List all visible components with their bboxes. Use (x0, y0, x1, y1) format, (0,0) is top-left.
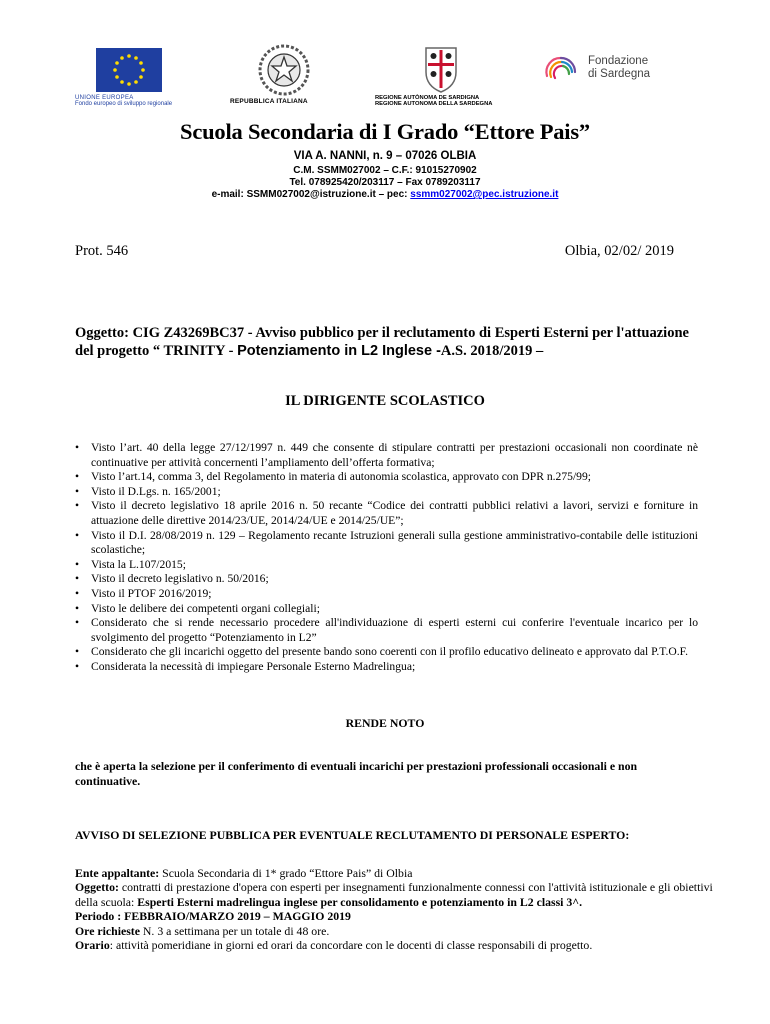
ore-row (75, 924, 715, 938)
list-item: • Visto l’art.14, comma 3, del Regolamento in materia di autonomia scolastica, approvato con DPR n.275/99; (75, 470, 698, 485)
oggetto-value: contratti di prestazione d'opera con esperti per insegnamenti funzionalmente connessi con l'attività istituzionale e gli obiettivi della scuola: (75, 880, 713, 909)
sardegna-region-logo (418, 42, 464, 94)
details-block (75, 866, 715, 952)
school-title: Scuola Secondaria di I Grado “Ettore Pais” (180, 119, 590, 144)
eu-flag-logo (96, 48, 162, 92)
eu-caption: UNIONE EUROPEA (75, 95, 134, 101)
dirigente-heading: IL DIRIGENTE SCOLASTICO (285, 393, 485, 409)
list-item: • Visto il D.I. 28/08/2019 n. 129 – Regolamento recante Istruzioni generali sulla gestione amministrativo-contabile delle istituzioni scolastiche; (75, 529, 698, 558)
ente-label: Ente appaltante: (75, 866, 160, 880)
sardegna-caption-italian: REGIONE AUTONOMA DELLA SARDEGNA (375, 101, 493, 107)
premesse-list (75, 441, 698, 675)
ente-row (75, 866, 715, 880)
periodo-row (75, 909, 715, 923)
ente-value: Scuola Secondaria di 1* grado “Ettore Pais” di Olbia (159, 866, 413, 880)
oggetto-label: Oggetto: (75, 880, 119, 895)
rende-noto-heading: RENDE NOTO (345, 716, 425, 730)
selection-open-statement: che è aperta la selezione per il conferimento di eventuali incarichi per prestazioni professionali occasionali e non continuative. (75, 759, 638, 788)
ore-label: Ore richieste (75, 923, 140, 938)
subject-part1: Oggetto: CIG Z43269BC37 - Avviso pubblico per il reclutamento di Esperti Esterni per l'attuazione del progetto “ TRINITY - (75, 325, 689, 359)
list-item: • Vista la L.107/2015; (75, 558, 698, 573)
oggetto-row (75, 880, 715, 909)
subject-part3: A.S. 2018/2019 – (440, 343, 544, 359)
school-email-line (0, 189, 770, 200)
sardegna-shield-icon (418, 42, 464, 94)
school-phone: Tel. 078925420/203117 – Fax 0789203117 (289, 177, 481, 188)
list-item: • Visto il decreto legislativo 18 aprile 2016 n. 50 recante “Codice dei contratti pubblici relativi a lavori, servizi e forniture in attuazione delle direttive 2014/23/UE, 2014/24/UE e 2014/25/UE”; (75, 499, 698, 528)
subject-line (75, 324, 705, 360)
list-item: • Considerata la necessità di impiegare Personale Esterno Madrelingua; (75, 660, 698, 675)
protocol-number: Prot. 546 (75, 243, 129, 259)
sardegna-caption-sardinian: REGIONE AUTÒNOMA DE SARDIGNA (375, 95, 480, 101)
list-item: • Visto le delibere dei competenti organi collegiali; (75, 602, 698, 617)
school-codes: C.M. SSMM027002 – C.F.: 91015270902 (293, 165, 477, 176)
school-address: VIA A. NANNI, n. 9 – 07026 OLBIA (293, 150, 477, 162)
periodo-value: : FEBBRAIO/MARZO 2019 – MAGGIO 2019 (114, 909, 351, 924)
ore-value: N. 3 a settimana per un totale di 48 ore. (139, 923, 330, 938)
list-item: • Visto il PTOF 2016/2019; (75, 587, 698, 602)
orario-value: : attività pomeridiane in giorni ed orari da concordare con le docenti di classe responsabili di progetto. (109, 938, 593, 953)
periodo-label: Periodo (75, 909, 115, 924)
list-item: • Visto l’art. 40 della legge 27/12/1997 n. 449 che consente di stipulare contratti per prestazioni occasionali non coordinate nè continuative per attività concernenti l’ampliamento dell’offerta formativa; (75, 441, 698, 470)
orario-row (75, 938, 715, 952)
avviso-heading: AVVISO DI SELEZIONE PUBBLICA PER EVENTUALE RECLUTAMENTO DI PERSONALE ESPERTO: (75, 828, 630, 842)
fondazione-name-line2: di Sardegna (588, 68, 651, 80)
oggetto-bold: Esperti Esterni madrelingua inglese per consolidamento e potenziamento in L2 classi 3^. (137, 894, 583, 909)
italian-republic-emblem (258, 44, 310, 96)
eu-stars-icon (96, 48, 162, 92)
fondazione-mark-icon (541, 52, 581, 82)
place-date: Olbia, 02/02/ 2019 (564, 243, 674, 259)
list-item: • Visto il decreto legislativo n. 50/2016; (75, 572, 698, 587)
fondazione-name-line1: Fondazione (588, 55, 649, 67)
republic-caption: REPUBBLICA ITALIANA (230, 98, 308, 105)
pec-link[interactable]: ssmm027002@pec.istruzione.it (410, 189, 559, 200)
school-email: e-mail: SSMM027002@istruzione.it – pec: (211, 189, 411, 200)
list-item: • Considerato che gli incarichi oggetto del presente bando sono coerenti con il profilo educativo delineato e approvato dal P.T.O.F. (75, 645, 698, 660)
list-item: • Visto il D.Lgs. n. 165/2001; (75, 485, 698, 500)
list-item: • Considerato che si rende necessario procedere all'individuazione di esperti esterni cui conferire l'eventuale incarico per lo svolgimento del progetto “Potenziamento in L2” (75, 616, 698, 645)
republic-star-icon (258, 44, 310, 96)
eu-fund-caption: Fondo europeo di sviluppo regionale (75, 101, 173, 107)
subject-part2: Potenziamento in L2 Inglese - (237, 343, 441, 359)
fondazione-sardegna-logo (541, 52, 581, 82)
orario-label: Orario (75, 938, 110, 953)
